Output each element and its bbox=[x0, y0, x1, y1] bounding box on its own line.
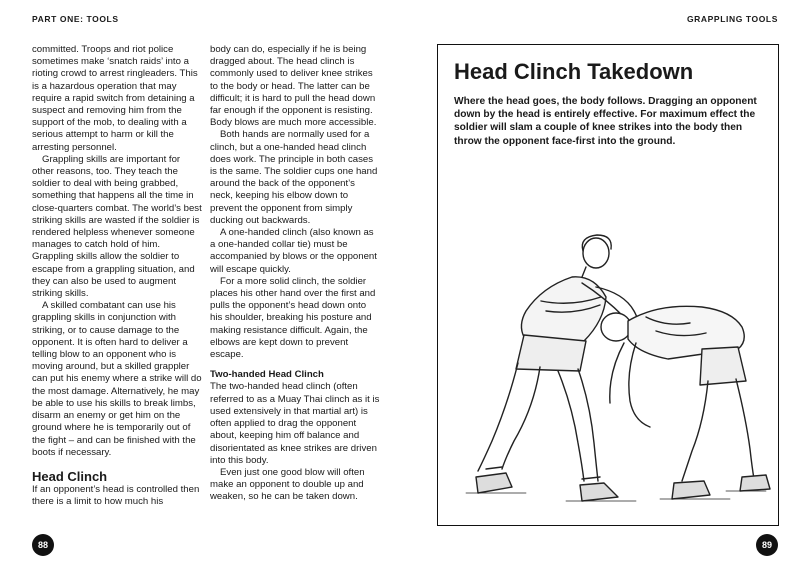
body-paragraph: A skilled combatant can use his grappling skills in conjunction with striking, or to cause damage to the opponent. It is often hard to deliver a telling blow to an opponent who is moving around, but a skilled grappler can put his enemy where a strike will do the most damage. Alternatively, he may be able to use his skills to break limbs, disarm an enemy or get him on the ground where he is temporarily out of the fight – and can be finished with the boots if necessary. bbox=[32, 300, 202, 458]
head-clinch-illustration bbox=[446, 231, 772, 521]
section-heading-head-clinch: Head Clinch bbox=[32, 468, 108, 484]
feature-box-intro: Where the head goes, the body follows. Dragging an opponent down by the head is entirely effective. For maximum effect the soldier will slam a couple of knee strikes into the body then throw the opponent face-first into the ground. bbox=[454, 96, 757, 147]
body-paragraph: Both hands are normally used for a clinch, but a one-handed head clinch does work. The principle in both cases is the same. The soldier cups one hand around the back of the opponent’s neck, keeping his elbow down to prevent the opponent from simply ducking out backwards. bbox=[210, 129, 378, 226]
body-paragraph: For a more solid clinch, the soldier places his other hand over the first and pulls the opponent’s head down onto his shoulder, breaking his posture and making resistance difficult. Again, the elbows are kept down to prevent escape. bbox=[210, 275, 376, 361]
opponent-figure bbox=[601, 306, 770, 499]
body-paragraph: body can do, especially if he is being dragged about. The head clinch is commonly used to deliver knee strikes to the body or head. The latter can be difficult; it is hard to pull the head down far enough if the opponent is resisting. Body blows are much more accessible. bbox=[210, 44, 377, 129]
running-head-left: PART ONE: TOOLS bbox=[32, 14, 119, 24]
body-paragraph: The two-handed head clinch (often referred to as a Muay Thai clinch as it is used extensively in that martial art) is often applied to drag the opponent about, keeping him off balance and disorientated as knee strikes are driven into this body. bbox=[210, 381, 380, 466]
text-column-middle bbox=[210, 44, 380, 504]
page-number-left: 88 bbox=[32, 534, 54, 556]
subheading-two-handed-clinch: Two-handed Head Clinch bbox=[210, 369, 324, 381]
body-paragraph: A one-handed clinch (also known as a one-handed collar tie) must be accompanied by blows or the opponent will escape quickly. bbox=[210, 227, 377, 275]
feature-box bbox=[437, 44, 779, 526]
running-head-right: GRAPPLING TOOLS bbox=[686, 14, 778, 24]
body-paragraph: Grappling skills are important for other reasons, too. They teach the soldier to deal with being grabbed, something that happens all the time in close-quarters combat. The world’s best striking skills are wasted if the soldier is rendered helpless whenever someone manages to catch hold of him. Grappling skills allow the soldier to escape from a grappling situation, and they can also be used to augment striking skills. bbox=[32, 153, 202, 300]
feature-box-title: Head Clinch Takedown bbox=[454, 59, 694, 84]
text-column-left bbox=[32, 44, 202, 508]
body-paragraph: committed. Troops and riot police sometimes make ‘snatch raids’ into a rioting crowd to arrest ringleaders. This is a hazardous operation that may require a rapid switch from detaining a suspect and removing him from the support of the mob, to dealing with a serious attempt to harm or kill the arresting personnel. bbox=[32, 44, 198, 153]
body-paragraph: If an opponent’s head is controlled then there is a limit to how much his bbox=[32, 483, 200, 508]
body-paragraph: Even just one good blow will often make an opponent to double up and weaken, so he can be taken down. bbox=[210, 466, 365, 503]
page-number-right: 89 bbox=[756, 534, 778, 556]
